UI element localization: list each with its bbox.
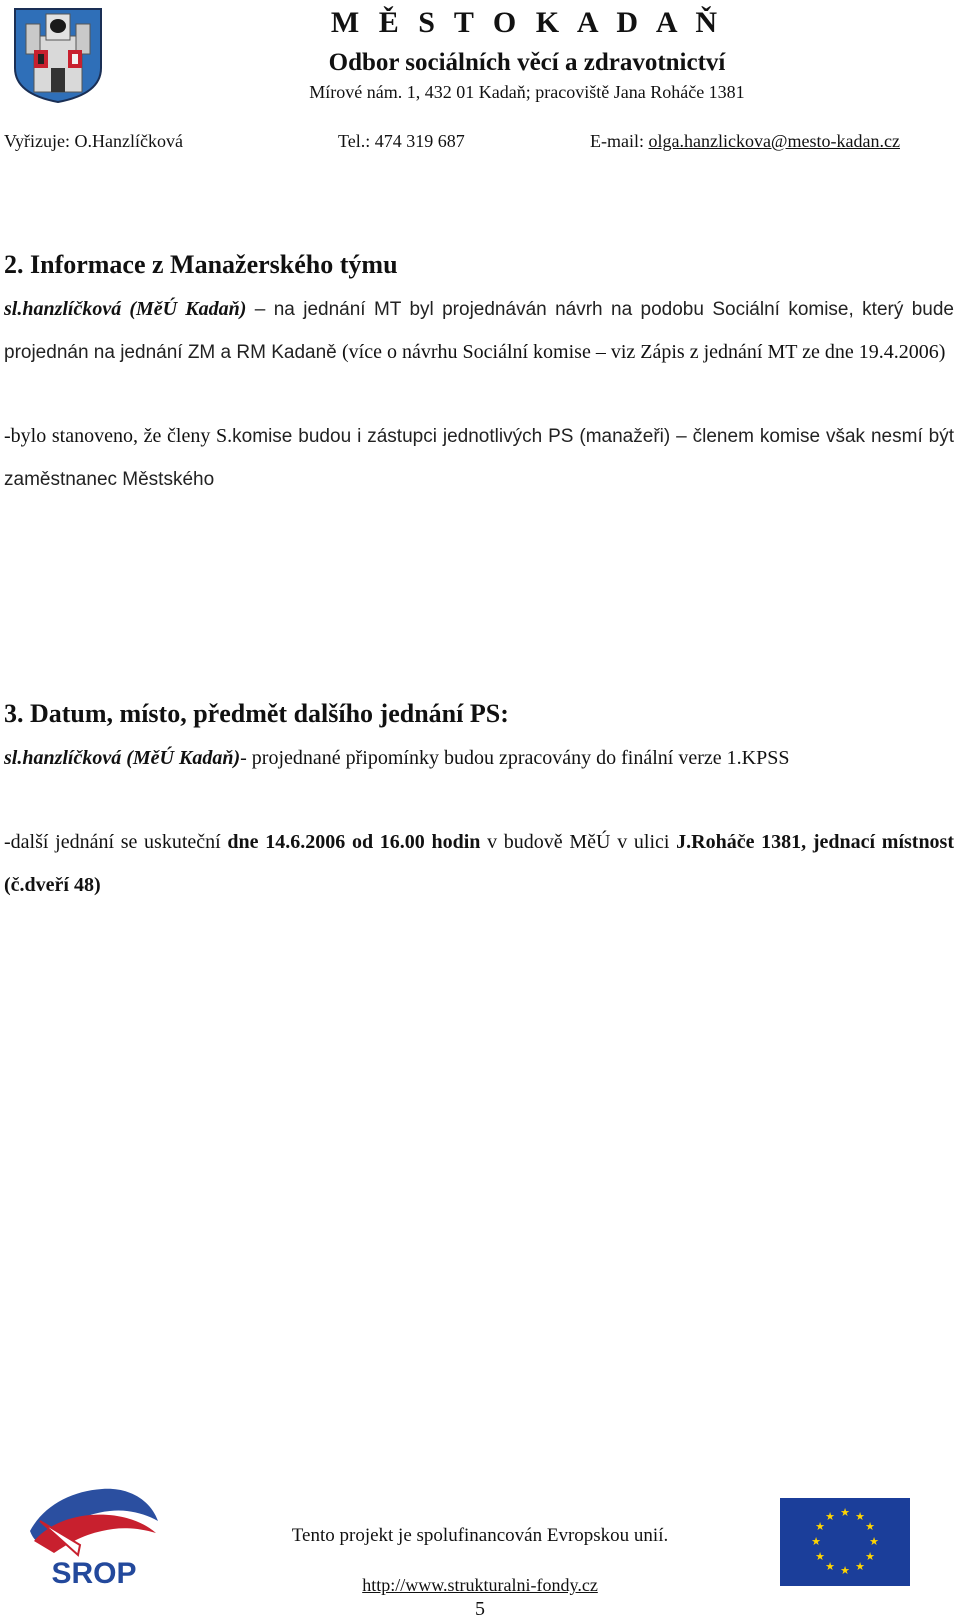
section-2-paragraph-2 <box>4 415 954 501</box>
meeting-place: J.Roháče 1381, jednací místnost (č.dveří 48) <box>4 831 955 896</box>
office-address: Mírové nám. 1, 432 01 Kadaň; pracoviště Jana Roháče 1381 <box>309 82 745 102</box>
srop-logo-text: SROP <box>51 1557 137 1590</box>
page-number: 5 <box>475 1598 485 1620</box>
contact-person: Vyřizuje: O.Hanzlíčková <box>4 131 183 151</box>
svg-text:★: ★ <box>840 1506 850 1519</box>
phone-number: Tel.: 474 319 687 <box>338 131 465 151</box>
paragraph-text-note: (více o návrhu Sociální komise – viz Zápis z jednání MT ze dne 19.4.2006) <box>342 341 946 363</box>
svg-text:★: ★ <box>825 1560 835 1573</box>
svg-text:★: ★ <box>811 1535 821 1548</box>
speaker-name: sl.hanzlíčková (MěÚ Kadaň) <box>4 298 247 320</box>
section-2-paragraph-1 <box>4 288 954 374</box>
svg-text:★: ★ <box>815 1550 825 1563</box>
svg-text:★: ★ <box>815 1520 825 1533</box>
cofinance-statement: Tento projekt je spolufinancován Evropskou unií. <box>291 1525 669 1546</box>
paragraph-text-sans: komise budou i zástupci jednotlivých PS (manažeři) – členem komise však nesmí být zaměstnanec Městského <box>4 426 955 490</box>
svg-text:★: ★ <box>840 1564 850 1577</box>
email-line <box>590 131 900 152</box>
svg-text:★: ★ <box>825 1510 835 1523</box>
city-title: M Ě S T O K A D A Ň <box>330 6 724 39</box>
email-label: E-mail: <box>590 131 644 151</box>
paragraph-text: – na jednání MT byl projednáván návrh na podobu Sociální komise, který bude projednán na jednání ZM a RM Kadaně <box>4 299 955 363</box>
eu-flag-logo <box>780 1498 910 1586</box>
paragraph-text: v budově MěÚ v ulici <box>480 831 677 853</box>
srop-logo <box>24 1475 164 1595</box>
svg-text:★: ★ <box>855 1510 865 1523</box>
meeting-date: dne 14.6.2006 od 16.00 hodin <box>227 831 481 853</box>
paragraph-text: - projednané připomínky budou zpracovány do finální verze 1.KPSS <box>240 747 790 769</box>
section-2-heading: 2. Informace z Manažerského týmu <box>4 250 398 279</box>
paragraph-text: -další jednání se uskuteční <box>4 831 228 853</box>
speaker-name: sl.hanzlíčková (MěÚ Kadaň) <box>4 747 241 769</box>
svg-text:★: ★ <box>869 1535 879 1548</box>
section-3-paragraph-1 <box>4 737 954 780</box>
svg-text:★: ★ <box>865 1550 875 1563</box>
email-link[interactable]: olga.hanzlickova@mesto-kadan.cz <box>648 131 900 151</box>
department-name: Odbor sociálních věcí a zdravotnictví <box>328 49 726 76</box>
kadan-coat-of-arms-logo <box>12 6 104 104</box>
section-3-heading: 3. Datum, místo, předmět dalšího jednání PS: <box>4 699 509 728</box>
svg-text:★: ★ <box>855 1560 865 1573</box>
paragraph-text: -bylo stanoveno, že členy S. <box>4 425 233 447</box>
section-3-paragraph-2 <box>4 821 954 907</box>
structural-funds-link[interactable]: http://www.strukturalni-fondy.cz <box>362 1575 598 1595</box>
svg-text:★: ★ <box>865 1520 875 1533</box>
